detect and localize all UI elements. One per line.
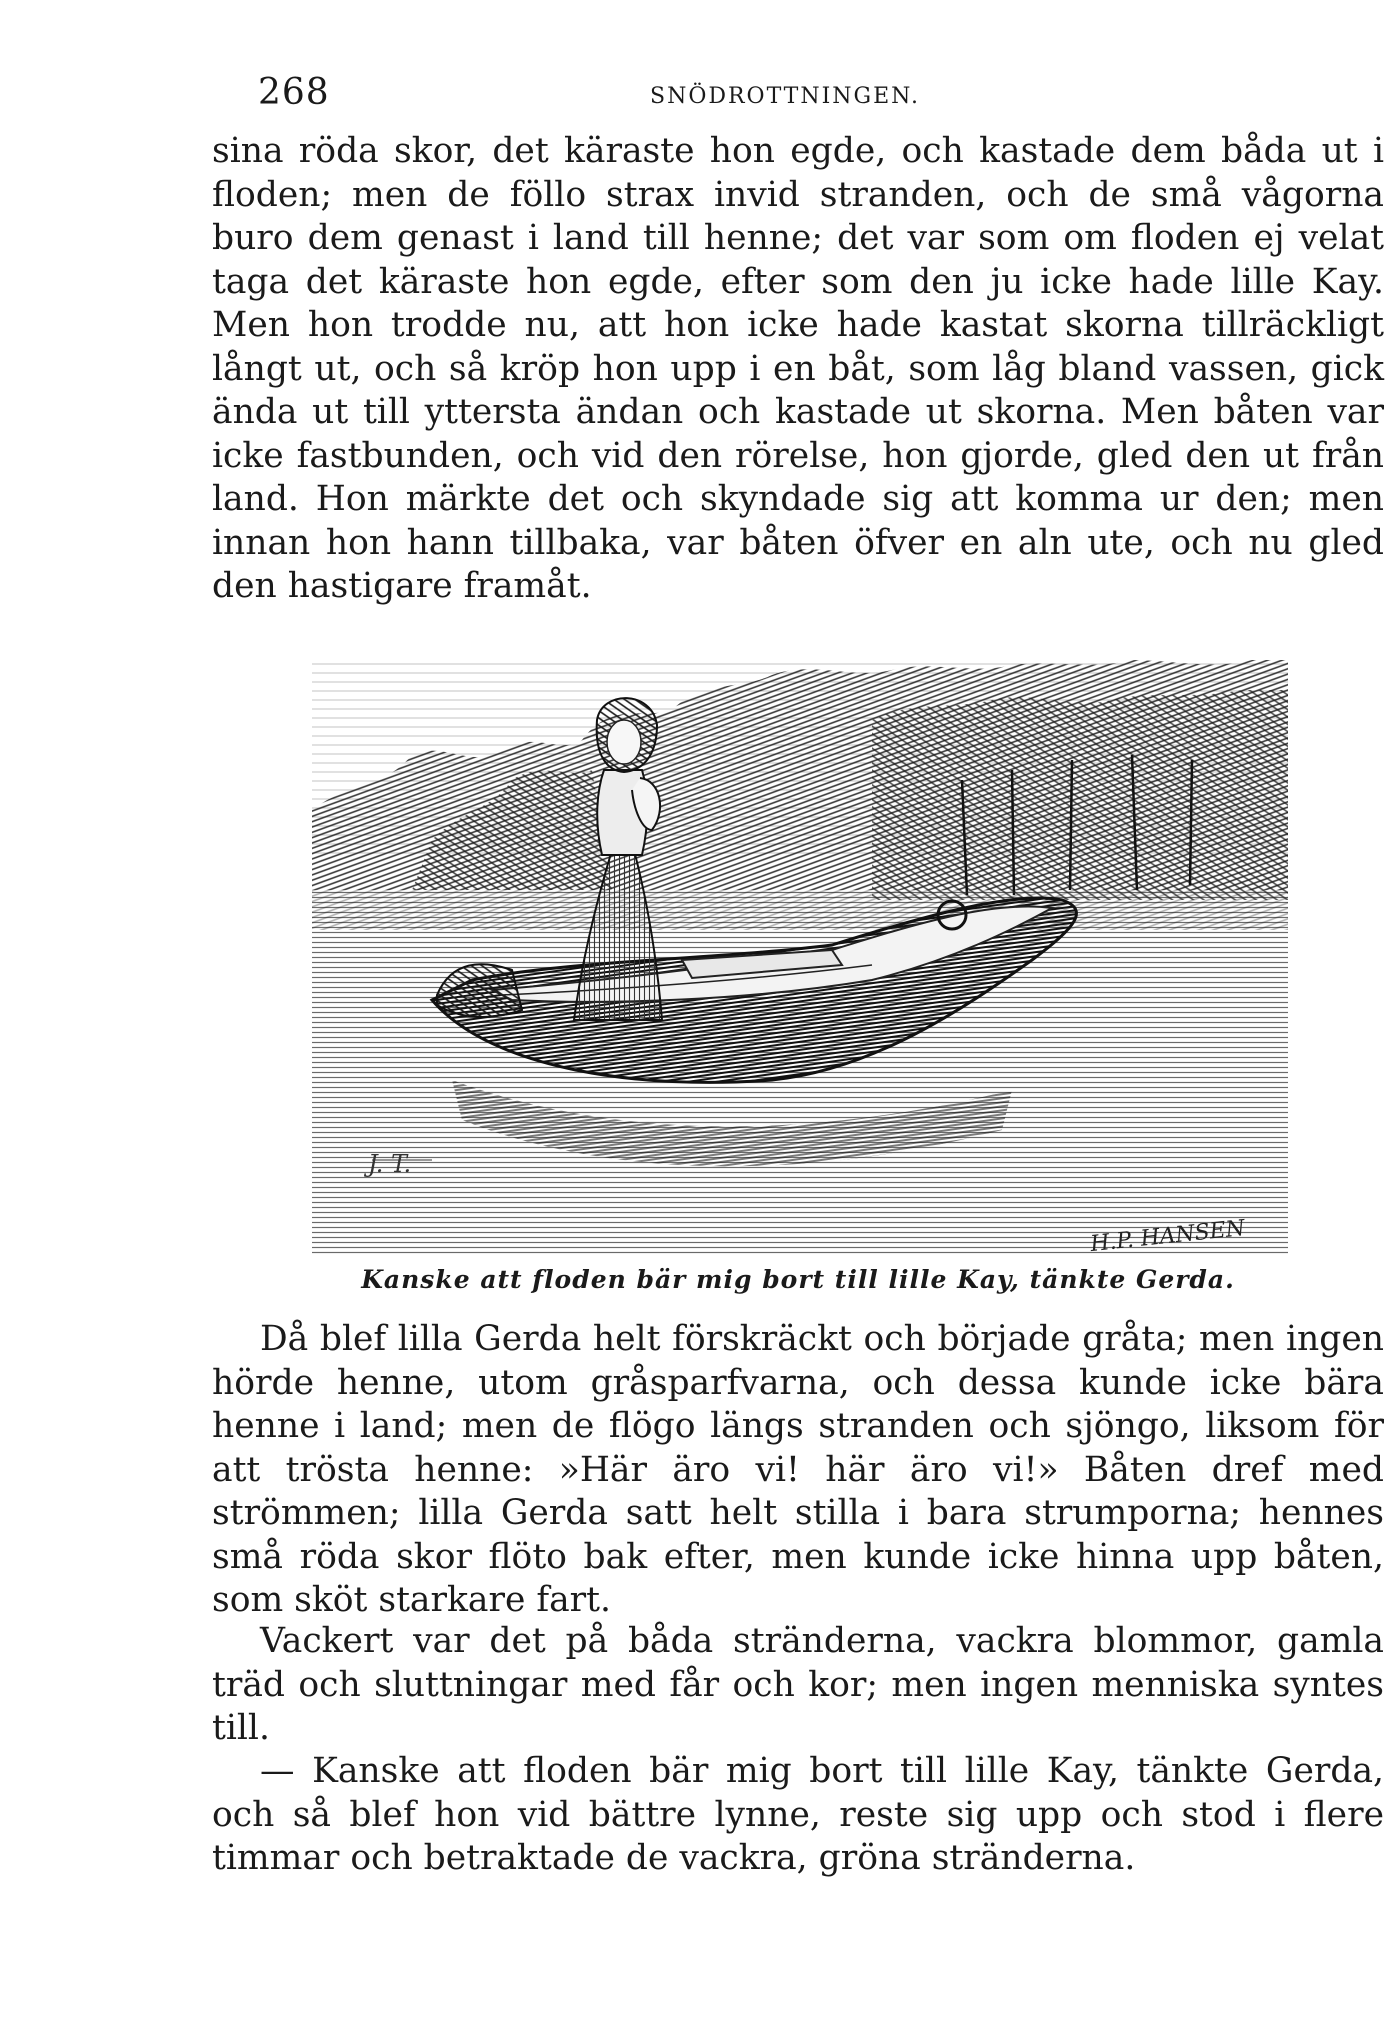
paragraph-1: sina röda skor, det käraste hon egde, och kastade dem båda ut i floden; men de föllo strax invid stranden, och de små vågorna buro dem genast i land till henne; det var som om floden ej velat taga det käraste hon egde, efter som den ju icke hade lille Kay. Men hon trodde nu, att hon icke hade kastat skorna tillräckligt långt ut, och så kröp hon upp i en båt, som låg bland vassen, gick ända ut till yttersta ändan och kastade ut skorna. Men båten var icke fastbunden, och vid den rörelse, hon gjorde, gled den ut från land. Hon märkte det och skyndade sig att komma ur den; men innan hon hann tillbaka, var båten öfver en aln ute, och nu gled den hastigare framåt. [212, 131, 1384, 606]
illustration-caption: Kanske att floden bär mig bort till lille Kay, tänkte Gerda. [361, 1265, 1235, 1294]
engraver-signature: J. T. [368, 1150, 412, 1178]
artist-signature: H.P. HANSEN [1089, 1215, 1247, 1258]
running-head [258, 72, 1388, 116]
paragraph-2: Då blef lilla Gerda helt förskräckt och började gråta; men ingen hörde henne, utom gråsparfvarna, och dessa kunde icke bära henne i land; men de flögo längs stranden och sjöngo, liksom för att trösta henne: »Här äro vi! här äro vi!» Båten dref med strömmen; lilla Gerda satt helt stilla i bara strumporna; hennes små röda skor flöto bak efter, men kunde icke hinna upp båten, som sköt starkare fart. [212, 1319, 1384, 1620]
illustration-gerda-in-boat [312, 660, 1288, 1256]
page-number: 268 [258, 72, 330, 113]
engraving-image [312, 660, 1288, 1256]
paragraph-4: — Kanske att floden bär mig bort till lille Kay, tänkte Gerda, och så blef hon vid bättre lynne, reste sig upp och stod i flere timmar och betraktade de vackra, gröna stränderna. [212, 1751, 1384, 1878]
running-title: SNÖDROTTNINGEN. [650, 84, 921, 109]
paragraph-3: Vackert var det på båda stränderna, vackra blommor, gamla träd och sluttningar med får och kor; men ingen menniska syntes till. [212, 1621, 1384, 1748]
